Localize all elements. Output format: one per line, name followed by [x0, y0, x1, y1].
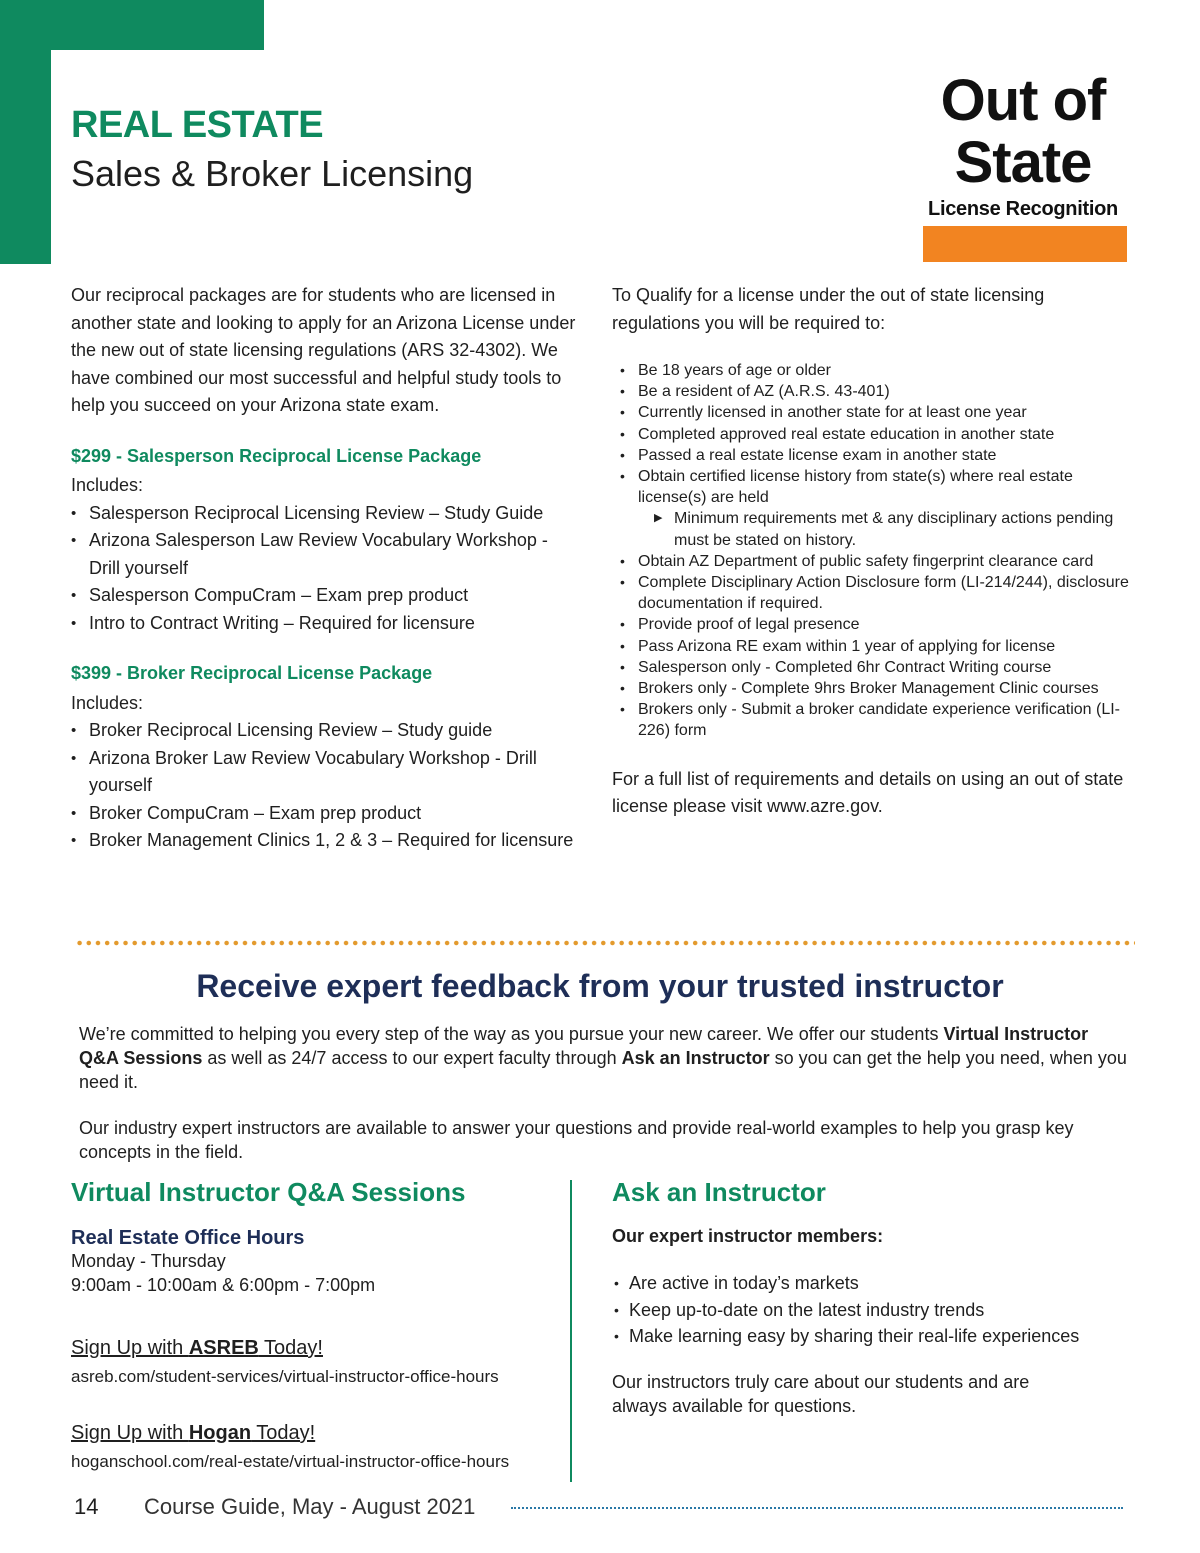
list-item: • Broker CompuCram – Exam prep product	[45, 800, 581, 828]
list-item: • Obtain certified license history from state(s) where real estate license(s) are held	[612, 466, 1132, 508]
list-item: • Be a resident of AZ (A.R.S. 43-401)	[612, 381, 1132, 402]
dotted-divider	[75, 940, 1135, 946]
list-item: • Provide proof of legal presence	[612, 614, 1132, 635]
salesperson-package-title: $299 - Salesperson Reciprocal License Package	[71, 445, 482, 466]
list-item: • Currently licensed in another state for at least one year	[612, 402, 1132, 423]
ask-instructor-heading: Ask an Instructor	[612, 1177, 826, 1207]
badge-line1: Out of	[940, 68, 1106, 133]
text-run-bold: Virtual Instructor Q&A Sessions	[79, 1024, 1089, 1068]
list-item: • Arizona Broker Law Review Vocabulary Workshop - Drill yourself	[45, 745, 581, 800]
text-run: Sign Up with	[71, 1337, 189, 1359]
text-run: Sign Up with	[71, 1422, 189, 1444]
feedback-headline: Receive expert feedback from your trusted instructor	[196, 968, 1004, 1004]
includes-label: Includes:	[71, 475, 144, 495]
badge-caption: License Recognition	[928, 198, 1118, 220]
broker-package-list	[45, 717, 581, 855]
list-item: • Brokers only - Submit a broker candidate experience verification (LI-226) form	[612, 699, 1132, 741]
list-item: • Be 18 years of age or older	[612, 360, 1132, 381]
footer-dotted-line	[511, 1507, 1123, 1511]
reciprocal-intro: Our reciprocal packages are for students who are licensed in another state and looking to apply for an Arizona License under the new out of state licensing regulations (ARS 32-4302). We have combined our most successful and helpful study tools to help you succeed on your Arizona state exam.	[71, 285, 576, 415]
text-run-bold: Hogan	[188, 1422, 252, 1444]
salesperson-package-list	[45, 500, 581, 638]
list-item: • Make learning easy by sharing their real-life experiences	[614, 1326, 1080, 1346]
page-number: 14	[74, 1494, 99, 1519]
hogan-signup-link[interactable]	[71, 1422, 315, 1445]
orange-accent-bar	[923, 226, 1127, 262]
page-title: REAL ESTATE	[71, 104, 324, 146]
text-run: Today!	[251, 1422, 316, 1444]
instructor-qualities-list	[612, 1270, 1142, 1350]
green-side-bar	[0, 0, 51, 264]
requirements-sublist	[612, 508, 1132, 550]
list-item: • Pass Arizona RE exam within 1 year of applying for license	[612, 636, 1132, 657]
list-item: ▶ Minimum requirements met & any disciplinary actions pending must be stated on history.	[612, 508, 1132, 550]
office-hours-times: 9:00am - 10:00am & 6:00pm - 7:00pm	[71, 1275, 376, 1295]
badge-line2: State	[954, 130, 1092, 195]
list-item: • Obtain AZ Department of public safety fingerprint clearance card	[612, 551, 1132, 572]
office-hours-days: Monday - Thursday	[71, 1251, 226, 1271]
includes-label: Includes:	[71, 692, 144, 713]
list-item: • Salesperson CompuCram – Exam prep product	[45, 582, 581, 610]
azre-reference: For a full list of requirements and details on using an out of state license please visit www.azre.gov.	[612, 768, 1124, 817]
ask-outro: Our instructors truly care about our students and are always available for questions.	[612, 1372, 1030, 1416]
footer-guide-title: Course Guide, May - August 2021	[144, 1494, 476, 1519]
list-item: • Brokers only - Complete 9hrs Broker Management Clinic courses	[612, 678, 1132, 699]
page-subtitle: Sales & Broker Licensing	[71, 153, 474, 194]
list-item: • Keep up-to-date on the latest industry trends	[614, 1299, 985, 1320]
ask-subheading: Our expert instructor members:	[612, 1226, 884, 1246]
list-item: • Salesperson only - Completed 6hr Contract Writing course	[612, 657, 1132, 678]
list-item: • Salesperson Reciprocal Licensing Review – Study Guide	[45, 500, 581, 528]
text-run: Today!	[258, 1337, 323, 1359]
qualify-intro: To Qualify for a license under the out of state licensing regulations you will be required to:	[612, 285, 1045, 333]
asreb-signup-link[interactable]	[71, 1337, 323, 1360]
office-hours-title: Real Estate Office Hours	[71, 1227, 305, 1249]
list-item: • Broker Management Clinics 1, 2 & 3 – Required for licensure	[45, 827, 581, 855]
feedback-paragraph-2: Our industry expert instructors are available to answer your questions and provide real-world examples to help you grasp key concepts in the field.	[79, 1118, 1074, 1162]
right-column	[612, 282, 1132, 821]
list-item: • Arizona Salesperson Law Review Vocabulary Workshop - Drill yourself	[45, 527, 581, 582]
list-item: • Completed approved real estate education in another state	[612, 424, 1132, 445]
left-column	[71, 282, 581, 855]
requirements-list	[612, 360, 1132, 508]
text-run: We’re committed to helping you every step of the way as you pursue your new career. We offer our students	[79, 1024, 944, 1044]
asreb-url[interactable]: asreb.com/student-services/virtual-instructor-office-hours	[71, 1367, 499, 1386]
list-item-text: Keep up-to-date on the latest industry trends	[629, 1299, 985, 1320]
list-item: • Are active in today’s markets	[614, 1273, 859, 1293]
list-item: • Passed a real estate license exam in another state	[612, 445, 1132, 466]
list-item: • Complete Disciplinary Action Disclosure form (LI-214/244), disclosure documentation if required.	[612, 572, 1132, 614]
list-item: • Intro to Contract Writing – Required for licensure	[45, 610, 581, 638]
text-run-bold: ASREB	[188, 1337, 259, 1359]
list-item-text: Are active in today’s markets	[629, 1273, 859, 1293]
broker-package-title: $399 - Broker Reciprocal License Package	[71, 663, 433, 683]
list-item-text: Make learning easy by sharing their real-life experiences	[629, 1326, 1080, 1346]
list-item: • Broker Reciprocal Licensing Review – Study guide	[45, 717, 581, 745]
requirements-list-continued	[612, 551, 1132, 742]
text-run: so you can get the help you need, when you need it.	[79, 1048, 1127, 1092]
text-run-bold: Ask an Instructor	[621, 1048, 770, 1068]
column-divider	[570, 1180, 572, 1482]
hogan-url[interactable]: hoganschool.com/real-estate/virtual-instructor-office-hours	[71, 1452, 510, 1471]
feedback-paragraph-1	[79, 1022, 1129, 1094]
text-run: as well as 24/7 access to our expert faculty through	[202, 1048, 622, 1068]
out-of-state-badge	[918, 70, 1128, 221]
virtual-qa-heading: Virtual Instructor Q&A Sessions	[71, 1177, 466, 1207]
